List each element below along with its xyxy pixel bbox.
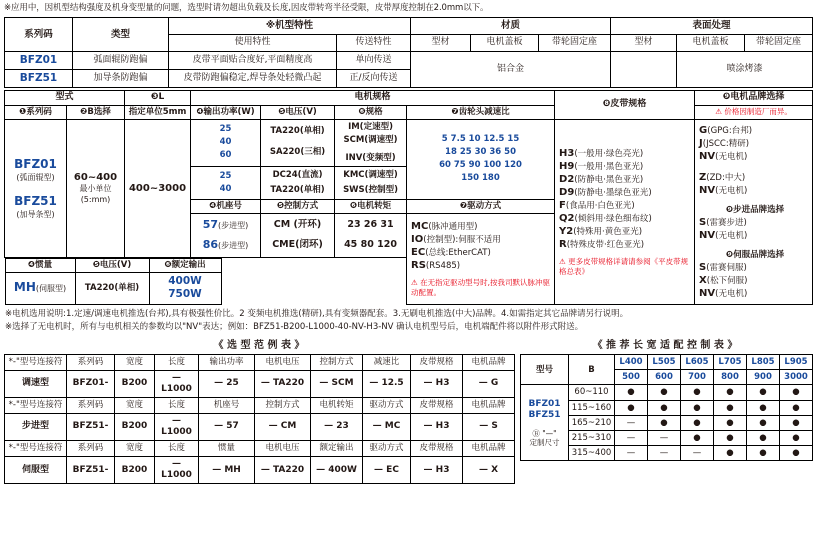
th-lenb-1: 600 <box>648 370 681 385</box>
cell-voltage-block2 <box>261 166 335 199</box>
ratio-row-4: 150 180 <box>461 173 500 184</box>
rated-2: 750W <box>168 288 202 301</box>
th-series-code: 系列码 <box>5 18 73 51</box>
series-code-1: BFZ01 <box>14 156 57 171</box>
table-row <box>5 370 515 398</box>
th-lenb-3: 800 <box>714 370 747 385</box>
ex2-h4: 机座号 <box>199 398 255 414</box>
rec-m-4-3: ● <box>714 446 747 461</box>
th-belt-fixed-seat2: 带轮固定座 <box>745 35 813 51</box>
belt-spec-4: D9(防静电·墨绿色亚光) <box>559 187 652 199</box>
belt-spec-7: Y2(特殊用·黄色亚光) <box>559 226 643 238</box>
cell-power-block1 <box>191 119 261 166</box>
ex1-v2: — L1000 <box>155 370 199 398</box>
rec-m-3-4: ● <box>747 430 780 445</box>
ex3-h7: 驱动方式 <box>363 441 411 457</box>
th-lenb-0: 500 <box>615 370 648 385</box>
ratio-row-3: 60 75 90 100 120 <box>439 160 522 171</box>
table-row <box>5 413 515 441</box>
ex1-h5: 电机电压 <box>255 355 311 371</box>
drive-4: RS(RS485) <box>411 260 461 272</box>
voltage2-2: TA220(单相) <box>270 184 325 195</box>
width-note-2: (5:mm) <box>80 194 111 204</box>
ex3-v0: BFZ51- <box>67 456 115 484</box>
rec-m-1-0: ● <box>615 400 648 415</box>
cell-drive <box>407 213 555 305</box>
ex2-h2: 宽度 <box>115 398 155 414</box>
ex2-v2: — L1000 <box>155 413 199 441</box>
motor-brand-3: NV(无电机) <box>699 150 748 162</box>
belt-spec-1: H3(一般用·绿色亮光) <box>559 148 644 160</box>
ex1-v8: — G <box>463 370 515 398</box>
ex1-h7: 减速比 <box>363 355 411 371</box>
ex3-v7: — H3 <box>411 456 463 484</box>
ex1-label: 调速型 <box>5 370 67 398</box>
th-material: 材质 <box>411 18 611 35</box>
ex1-v5: — SCM <box>311 370 363 398</box>
stepper-brand-1: S(雷赛步进) <box>699 216 747 228</box>
ex1-v1: B200 <box>115 370 155 398</box>
top-note: ※应用中，因机型结构强度及机身变型量的问题，选型时请勿超出负载及长度,因皮带转弯半径受限，皮带厚度控制在2.0mm以下。 <box>4 3 489 13</box>
th-drive: ❼驱动方式 <box>407 199 555 213</box>
table-row <box>5 456 515 484</box>
th-len-2: L605 <box>681 355 714 370</box>
cell-voltage-block1 <box>261 119 335 166</box>
rec-m-1-5: ● <box>780 400 813 415</box>
ex2-v4: — CM <box>255 413 311 441</box>
cell-use-bfz51: 皮带防跑偏稳定,焊导条处轻微凸起 <box>169 69 337 87</box>
th-len-3: L705 <box>714 355 747 370</box>
ex2-v5: — 23 <box>311 413 363 441</box>
th-type: 类型 <box>73 18 169 51</box>
ex3-h1: 系列码 <box>67 441 115 457</box>
ex2-h8: 皮带规格 <box>411 398 463 414</box>
rec-m-2-5: ● <box>780 415 813 430</box>
spec2-2: SWS(控制型) <box>343 184 398 195</box>
th-inertia: ❹惯量 <box>5 258 75 272</box>
cell-spec-block1 <box>335 119 407 166</box>
th-b: B <box>569 355 615 385</box>
ex3-h3: 长度 <box>155 441 199 457</box>
ex2-v3: — 57 <box>199 413 255 441</box>
ex3-h2: 宽度 <box>115 441 155 457</box>
cell-torque <box>335 213 407 257</box>
rec-m-0-1: ● <box>648 385 681 400</box>
table-row <box>5 441 515 457</box>
rec-m-3-5: ● <box>780 430 813 445</box>
th-profile: 型材 <box>411 35 471 51</box>
ratio-row-2: 18 25 30 36 50 <box>445 147 517 158</box>
recommend-title: 《 推 荐 长 宽 适 配 控 制 表 》 <box>592 340 738 351</box>
torque-2: 45 80 120 <box>344 239 397 251</box>
rec-m-3-3: ● <box>714 430 747 445</box>
belt-spec-5: F(食品用·白色亚光) <box>559 200 635 212</box>
torque-1: 23 26 31 <box>347 218 394 230</box>
th-lenb-4: 900 <box>747 370 780 385</box>
th-belt-spec: ❽皮带规格 <box>555 90 695 119</box>
power-1: 25 <box>219 123 232 134</box>
th-control: ❺控制方式 <box>261 199 335 213</box>
th-seat: ❹机座号 <box>191 199 261 213</box>
power2-1: 25 <box>219 170 232 181</box>
recommend-table <box>520 354 813 461</box>
ex1-h8: 皮带规格 <box>411 355 463 371</box>
belt-more-note: ⚠ 更多皮带规格详请请参阅《平皮带规格总表》 <box>559 257 689 277</box>
cell-type-bfz51: 加导条防跑偏 <box>73 69 169 87</box>
cell-ratio <box>407 119 555 199</box>
drive-3: EC(总线:EtherCAT) <box>411 247 491 259</box>
ex2-h7: 驱动方式 <box>363 398 411 414</box>
ex1-v3: — 25 <box>199 370 255 398</box>
spec-3: INV(变频型) <box>345 152 396 163</box>
ex2-h9: 电机品牌 <box>463 398 515 414</box>
cell-spec-block2 <box>335 166 407 199</box>
ex2-v7: — H3 <box>411 413 463 441</box>
rec-b-2: 165~210 <box>569 415 615 430</box>
seat-2: 86(步进型) <box>202 238 249 252</box>
rec-b-1: 115~160 <box>569 400 615 415</box>
rec-m-1-2: ● <box>681 400 714 415</box>
stepper-brand-2: NV(无电机) <box>699 230 748 242</box>
control-2: CME(闭环) <box>272 239 323 251</box>
example-block <box>4 334 514 484</box>
ex1-v7: — H3 <box>411 370 463 398</box>
ex2-label: 步进型 <box>5 413 67 441</box>
rec-m-1-4: ● <box>747 400 780 415</box>
rec-m-1-3: ● <box>714 400 747 415</box>
ex3-h9: 电机品牌 <box>463 441 515 457</box>
th-voltage: ❺电压(V) <box>261 105 335 119</box>
ex2-h3: 长度 <box>155 398 199 414</box>
th-model: 型号 <box>521 355 569 385</box>
table-row <box>5 51 813 69</box>
th-power: ❹输出功率(W) <box>191 105 261 119</box>
th-motor-brand: ❾电机品牌选择 <box>695 90 813 105</box>
th-spec: ❻规格 <box>335 105 407 119</box>
table-row <box>5 398 515 414</box>
ex2-v6: — MC <box>363 413 411 441</box>
ex3-v3: — MH <box>199 456 255 484</box>
th-belt-fixed-seat: 带轮固定座 <box>539 35 611 51</box>
rec-m-4-1: — <box>648 446 681 461</box>
power-3: 60 <box>219 150 232 161</box>
cell-transfer-bfz01: 单向传送 <box>337 51 411 69</box>
model-2: BFZ51 <box>528 409 561 420</box>
series-sub-2: (加导条型) <box>16 209 55 219</box>
th-motor-spec: 电机规格 <box>191 90 555 105</box>
servo-brand-2: X(松下伺服) <box>699 275 748 287</box>
ex3-v2: — L1000 <box>155 456 199 484</box>
rec-m-2-4: ● <box>747 415 780 430</box>
ex3-h0: *-"型号连接符 <box>5 441 67 457</box>
power2-2: 40 <box>219 183 232 194</box>
servo-brand-title: ❾伺服品牌选择 <box>725 250 785 261</box>
th-len-4: L805 <box>747 355 780 370</box>
length-value: 400~3000 <box>128 182 187 194</box>
motor-brand-2: J(JSCC:精研) <box>699 137 750 149</box>
motor-selection-note <box>0 305 816 334</box>
rec-b-0: 60~110 <box>569 385 615 400</box>
rec-b-3: 215~310 <box>569 430 615 445</box>
th-surface-treatment: 表面处理 <box>611 18 813 35</box>
motor-brand-1: G(GPG:台邦) <box>699 124 753 136</box>
ex2-h0: *-"型号连接符 <box>5 398 67 414</box>
example-title: 《 选 型 范 例 表 》 <box>213 340 305 351</box>
motor-brand-5: NV(无电机) <box>699 184 748 196</box>
seat-1: 57(步进型) <box>202 217 249 231</box>
recommend-block <box>520 334 810 484</box>
th-use-char: 使用特性 <box>169 35 337 51</box>
ex3-label: 伺服型 <box>5 456 67 484</box>
rec-m-4-0: — <box>615 446 648 461</box>
th-profile2: 型材 <box>611 35 677 51</box>
ex1-h2: 宽度 <box>115 355 155 371</box>
note-line-1: ※电机选用说明:1.定速/调速电机推选(台邦),具有极强性价比。2 变频电机推选(精研),具有变频器配套。3.无刷电机推选(中大)品牌。4.如需指定其它品牌请另行说明。 <box>5 309 629 320</box>
th-ratio: ❼齿轮头减速比 <box>407 105 555 119</box>
cell-series-code-bfz01: BFZ01 <box>5 51 73 69</box>
cell-models <box>521 385 569 461</box>
rec-m-3-2: ● <box>681 430 714 445</box>
cell-use-bfz01: 皮带平面贴合度好,平面精度高 <box>169 51 337 69</box>
ex3-v6: — EC <box>363 456 411 484</box>
th-len-5: L905 <box>780 355 813 370</box>
rec-m-0-4: ● <box>747 385 780 400</box>
rec-m-4-5: ● <box>780 446 813 461</box>
ex3-v5: — 400W <box>311 456 363 484</box>
ex1-h6: 控制方式 <box>311 355 363 371</box>
model-selection-table <box>4 90 813 306</box>
model-1: BFZ01 <box>528 399 561 410</box>
th-model-type: 型式 <box>5 90 125 105</box>
stepper-brand-title: ❾步进品牌选择 <box>725 204 785 215</box>
brand-price-note: ⚠ 价格因制造厂而异。 <box>695 105 813 119</box>
table-row <box>5 18 813 35</box>
th-voltage3: ❺电压(V) <box>75 258 149 272</box>
control-1: CM (开环) <box>273 218 322 230</box>
table-row <box>521 355 813 370</box>
spec2-1: KMC(调速型) <box>343 169 398 180</box>
ex1-v0: BFZ01- <box>67 370 115 398</box>
th-torque: ❻电机转矩 <box>335 199 407 213</box>
rec-m-2-1: ● <box>648 415 681 430</box>
cell-inertia: MH(伺服型) <box>5 272 75 304</box>
bottom-section <box>0 334 816 484</box>
table-row <box>5 355 515 371</box>
belt-spec-2: H9(一般用·黑色亚光) <box>559 161 644 173</box>
rec-m-2-0: — <box>615 415 648 430</box>
ex1-v4: — TA220 <box>255 370 311 398</box>
th-motor-cover2: 电机盖板 <box>677 35 745 51</box>
ex3-v8: — X <box>463 456 515 484</box>
cell-series-code-bfz51: BFZ51 <box>5 69 73 87</box>
ex3-h5: 电机电压 <box>255 441 311 457</box>
cell-surface-profile <box>611 51 677 87</box>
ex2-v1: B200 <box>115 413 155 441</box>
ex1-h1: 系列码 <box>67 355 115 371</box>
ratio-row-1: 5 7.5 10 12.5 15 <box>441 133 520 144</box>
cell-motor-brands <box>695 119 813 305</box>
cell-series-codes <box>5 119 67 257</box>
motor-brand-4: Z(ZD:中大) <box>699 171 746 183</box>
drive-1: MC(脉冲通用型) <box>411 221 478 233</box>
cell-type-bfz01: 弧面辊防跑偏 <box>73 51 169 69</box>
width-value: 60~400 <box>73 172 118 184</box>
rec-m-4-4: ● <box>747 446 780 461</box>
power-2: 40 <box>219 137 232 148</box>
note-line-2: ※选择了无电机时，所有与电机相关的参数均以"NV"表达；例如：BFZ51-B200-L1000-40-NV-H3-NV 确认电机型号后，电机端配件将以附件形式附送。 <box>5 321 584 332</box>
table-row <box>5 258 221 272</box>
rec-m-2-2: ● <box>681 415 714 430</box>
th-transfer-char: 传送特性 <box>337 35 411 51</box>
model-note-2: 定制尺寸 <box>529 437 560 447</box>
rec-m-3-1: — <box>648 430 681 445</box>
spec-2: SCM(调速型) <box>343 134 398 145</box>
cell-surface-paint: 喷涂烤漆 <box>677 51 813 87</box>
rec-b-4: 315~400 <box>569 446 615 461</box>
cell-transfer-bfz51: 正/反向传送 <box>337 69 411 87</box>
ex2-h1: 系列码 <box>67 398 115 414</box>
servo-brand-3: NV(无电机) <box>699 288 748 300</box>
width-note-1: 最小单位 <box>79 184 112 194</box>
ex1-h0: *-"型号连接符 <box>5 355 67 371</box>
cell-voltage3: TA220(单相) <box>75 272 149 304</box>
th-motor-cover: 电机盖板 <box>471 35 539 51</box>
cell-belt-specs <box>555 119 695 305</box>
servo-brand-1: S(雷赛伺服) <box>699 262 747 274</box>
ex3-h4: 惯量 <box>199 441 255 457</box>
belt-spec-8: R(特殊皮带·红色亚光) <box>559 239 645 251</box>
table-row <box>521 385 813 400</box>
ex3-h6: 额定输出 <box>311 441 363 457</box>
cell-seat <box>191 213 261 257</box>
series-sub-1: (弧面辊型) <box>16 172 55 182</box>
drive-2: IO(控制型):伺服不适用 <box>411 234 501 246</box>
th-lenb-2: 700 <box>681 370 714 385</box>
th-length: ❸L <box>125 90 191 105</box>
ex1-h3: 长度 <box>155 355 199 371</box>
voltage-2: SA220(三相) <box>269 146 326 157</box>
ex3-v1: B200 <box>115 456 155 484</box>
example-table <box>4 354 515 484</box>
model-note-1: Ⓑ "—" <box>532 428 557 438</box>
th-width: ❷B选择 <box>67 105 125 119</box>
ex3-v4: — TA220 <box>255 456 311 484</box>
belt-spec-3: D2(防静电·黑色亚光) <box>559 174 644 186</box>
ex2-h6: 电机转矩 <box>311 398 363 414</box>
cell-width <box>67 119 125 257</box>
th-length-unit: 指定单位5mm <box>125 105 191 119</box>
cell-length <box>125 119 191 257</box>
voltage2-1: DC24(直流) <box>272 169 323 180</box>
table-row <box>5 272 221 304</box>
rec-m-0-2: ● <box>681 385 714 400</box>
rated-1: 400W <box>168 274 202 287</box>
ex1-v6: — 12.5 <box>363 370 411 398</box>
ex3-h8: 皮带规格 <box>411 441 463 457</box>
voltage-1: TA220(单相) <box>270 125 325 136</box>
spec-1: IM(定速型) <box>348 121 393 132</box>
th-len-1: L505 <box>648 355 681 370</box>
belt-spec-6: Q2(倾斜用·绿色细布纹) <box>559 213 652 225</box>
rec-m-0-0: ● <box>615 385 648 400</box>
rec-m-0-3: ● <box>714 385 747 400</box>
th-lenb-5: 3000 <box>780 370 813 385</box>
rec-m-1-1: ● <box>648 400 681 415</box>
table-row <box>5 90 813 105</box>
ex1-h4: 输出功率 <box>199 355 255 371</box>
cell-power-block2 <box>191 166 261 199</box>
ex2-v8: — S <box>463 413 515 441</box>
rec-m-4-2: — <box>681 446 714 461</box>
rec-m-0-5: ● <box>780 385 813 400</box>
characteristics-table <box>4 17 813 87</box>
ex1-h9: 电机品牌 <box>463 355 515 371</box>
drive-note: ⚠ 在无指定驱动型号时,按我司默认脉冲驱动配置。 <box>411 278 551 298</box>
cell-control <box>261 213 335 257</box>
table-row <box>5 119 813 166</box>
ex2-v0: BFZ51- <box>67 413 115 441</box>
th-len-0: L400 <box>615 355 648 370</box>
rec-m-2-3: ● <box>714 415 747 430</box>
series-code-2: BFZ51 <box>14 194 57 209</box>
cell-material: 铝合金 <box>411 51 611 87</box>
th-series: ❶系列码 <box>5 105 67 119</box>
rec-m-3-0: — <box>615 430 648 445</box>
cell-rated <box>149 272 221 304</box>
th-rated: ❻额定输出 <box>149 258 221 272</box>
ex2-h5: 控制方式 <box>255 398 311 414</box>
th-belt-characteristics: ※机型特性 <box>169 18 411 35</box>
